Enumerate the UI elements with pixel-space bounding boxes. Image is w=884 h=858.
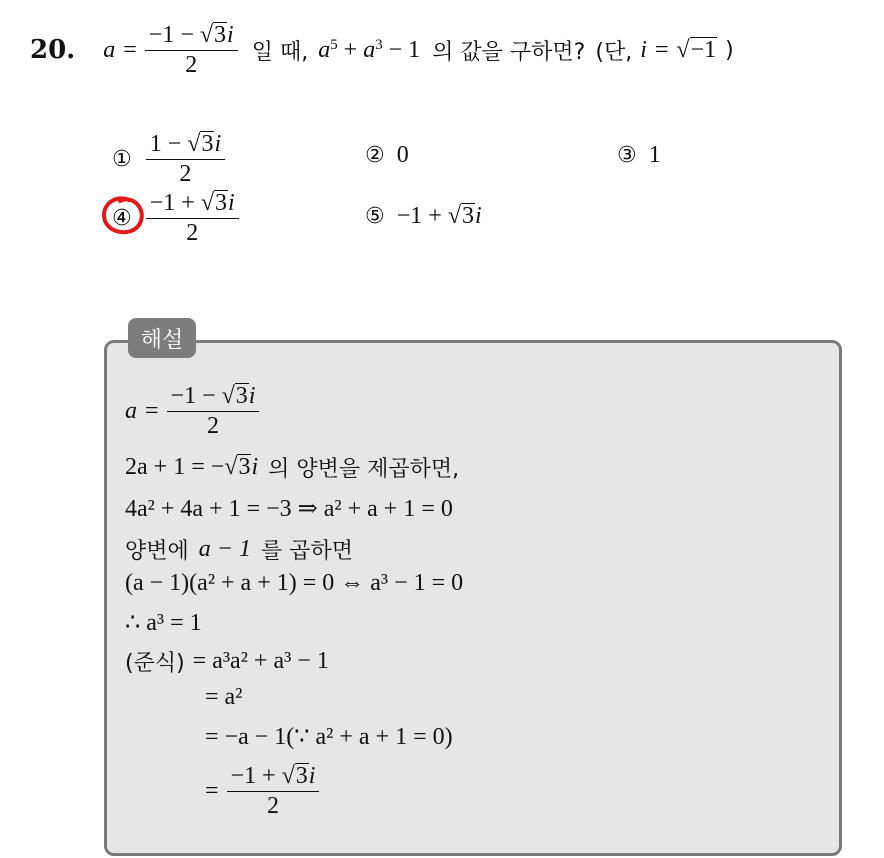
condition-close: )	[725, 37, 734, 63]
solution-line-5: (a − 1)(a² + a + 1) = 0 ⇔ a³ − 1 = 0	[125, 570, 464, 596]
solution-line-8: = a²	[205, 684, 243, 710]
solution-line-9: = −a − 1(∵ a² + a + 1 = 0)	[205, 724, 453, 750]
solution-label: 해설	[128, 318, 196, 358]
choice-5-mark: ⑤	[365, 204, 385, 229]
choice-2[interactable]	[365, 142, 409, 169]
sqrt-icon: √3	[281, 762, 308, 789]
solution-line-6: ∴ a³ = 1	[125, 610, 202, 636]
choice-3-mark: ③	[617, 143, 637, 168]
solution-line-2: 2a + 1 = − √3 i 의 양변을 제곱하면,	[125, 454, 460, 482]
choice-5[interactable]	[365, 203, 482, 230]
equals: =	[123, 36, 137, 63]
condition-equals: =	[654, 36, 669, 63]
solution-line-7: (준식) = a³a² + a³ − 1	[125, 648, 329, 676]
choice-1-fraction: $\frac{1 - √3i}{2}$	[146, 131, 225, 188]
sqrt-icon: √3	[187, 130, 214, 157]
var-a: a	[103, 36, 116, 63]
solution-line-1: a = $\frac{-1 - √3i}{2}$	[125, 378, 259, 444]
choice-4-mark: ④	[112, 205, 132, 231]
solution-line-3: 4a² + 4a + 1 = −3 ⇒ a² + a + 1 = 0	[125, 496, 453, 522]
condition-i: i	[640, 36, 647, 63]
question-fraction: $\frac{-1 - √3i}{2}$	[145, 22, 238, 79]
choice-2-mark: ②	[365, 143, 385, 168]
solution-line-4: 양변에 a − 1 를 곱하면	[125, 536, 353, 564]
fraction-numerator: −1 −	[148, 21, 194, 48]
sqrt-icon: √3	[200, 189, 227, 216]
choice-3-value: 1	[648, 142, 661, 168]
question-text-1: 일 때,	[251, 39, 309, 65]
choice-1-mark: ①	[112, 146, 132, 172]
condition-open: (단,	[595, 39, 633, 65]
question-number: 20.	[30, 35, 76, 65]
question-text-2: 의 값을 구하면?	[432, 39, 586, 65]
choice-1[interactable]	[112, 130, 225, 188]
sqrt-icon: √3	[199, 21, 227, 48]
question	[30, 18, 734, 82]
sqrt-icon: √3	[221, 382, 248, 409]
condition-sqrt: √−1	[676, 36, 717, 63]
choice-5-value: −1 + √3i	[396, 203, 482, 229]
question-expression: $a^5 + a^3 - 1$	[318, 36, 421, 63]
solution-line-10: = $\frac{-1 + √3i}{2}$	[205, 758, 319, 824]
fraction-denominator: 2	[185, 51, 198, 78]
choice-4-fraction: $\frac{-1 + √3i}{2}$	[146, 190, 239, 247]
choice-3[interactable]	[617, 142, 661, 169]
choice-2-value: 0	[396, 142, 409, 168]
sqrt-icon: √3	[447, 203, 474, 229]
sqrt-icon: √3	[224, 454, 251, 480]
answer-circle-icon	[98, 192, 154, 240]
